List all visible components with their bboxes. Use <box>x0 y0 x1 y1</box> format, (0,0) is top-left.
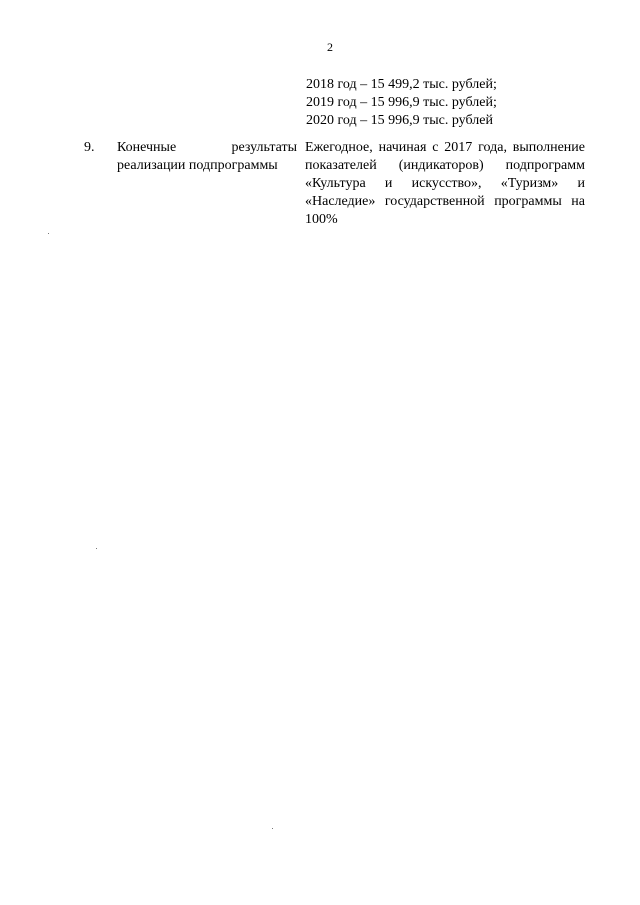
page-number: 2 <box>327 40 333 54</box>
scan-speck <box>272 828 273 829</box>
scan-speck <box>96 548 97 549</box>
row-number: 9. <box>84 140 95 155</box>
row-value: Ежегодное, начиная с 2017 года, выполнение показателей (индикаторов) подпрограмм «Культура и искусство», «Туризм» и «Наследие» государственной программы на 100% <box>305 140 585 227</box>
row-label <box>117 139 297 175</box>
scan-speck <box>48 233 49 234</box>
row-label-line-2: реализации подпрограммы <box>117 158 278 173</box>
funding-block <box>306 76 596 130</box>
row-label-line-1: Конечные результаты <box>117 140 297 155</box>
funding-line-2020: 2020 год – 15 996,9 тыс. рублей <box>306 113 493 128</box>
funding-line-2018: 2018 год – 15 499,2 тыс. рублей; <box>306 77 497 92</box>
funding-line-2019: 2019 год – 15 996,9 тыс. рублей; <box>306 95 497 110</box>
